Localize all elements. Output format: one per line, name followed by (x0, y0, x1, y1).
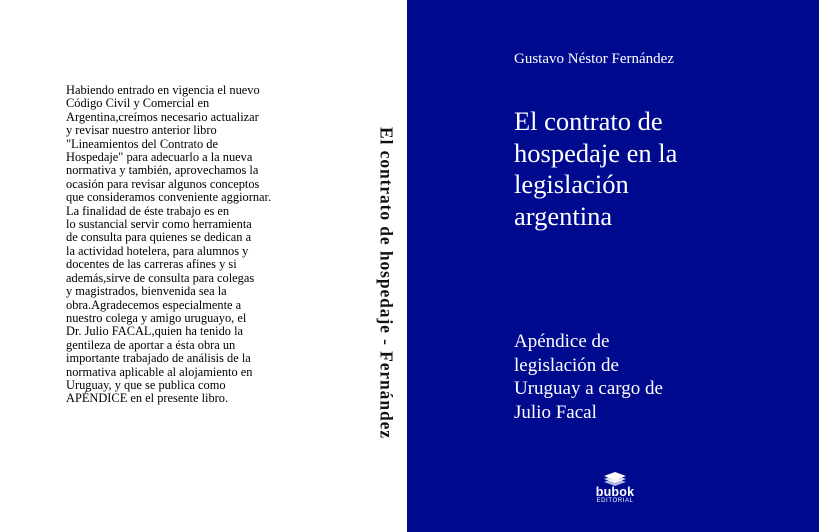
book-title: El contrato de hospedaje en la legislación argentina (514, 106, 678, 231)
publisher-subtitle: EDITORIAL (596, 498, 634, 504)
publisher-name: bubok (595, 485, 635, 499)
book-stack-icon (601, 470, 629, 486)
appendix-note: Apéndice de legislación de Uruguay a cargo de Julio Facal (514, 331, 663, 423)
back-cover (0, 0, 365, 532)
author-name: Gustavo Néstor Fernández (514, 51, 674, 67)
front-cover (407, 0, 819, 532)
publisher-logo (585, 470, 645, 520)
spine-title: El contrato de hospedaje - Fernández (376, 127, 397, 439)
book-spine (365, 0, 407, 532)
back-cover-blurb: Habiendo entrado en vigencia el nuevo Código Civil y Comercial en Argentina,creímos necesario actualizar y revisar nuestro anterior libro "Lineamientos del Contrato de Hospedaje" para adecuarlo a la nueva normativa y también, aprovechamos la ocasión para revisar algunos conceptos que consideramos conveniente aggiornar. La finalidad de éste trabajo es en lo sustancial servir como herramienta de consulta para quienes se dedican a la actividad hotelera, para alumnos y docentes de las carreras afines y si además,sirve de consulta para colegas y magistrados, bienvenida sea la obra.Agradecemos especialmente a nuestro colega y amigo uruguayo, el Dr. Julio FACAL,quien ha tenido la gentileza de aportar a ésta obra un importante trabajado de análisis de la normativa aplicable al alojamiento en Uruguay, y que se publica como APÉNDICE en el presente libro. (66, 83, 272, 406)
